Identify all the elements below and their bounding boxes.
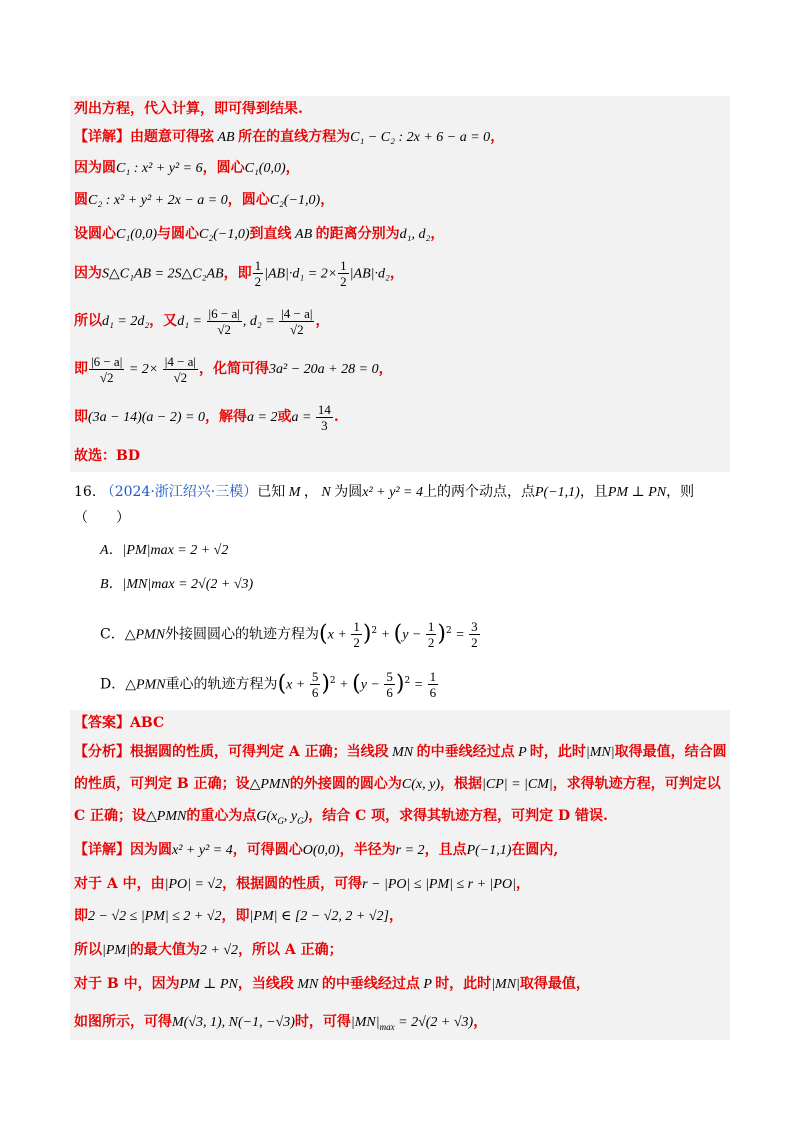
option-c: C．△PMN外接圆圆心的轨迹方程为(x + $\frac{1}{2}$ )$^2$ + (y − $\frac{1}{2}$ )$^2$ = $\frac{3}{2}$	[100, 619, 478, 651]
option-d: D．△PMN重心的轨迹方程为(x + $\frac{5}{6}$ )$^2$ + (y − $\frac{5}{6}$ )$^2$ = $\frac{1}{6}$	[100, 669, 437, 701]
question-stem: 16. （2024·浙江绍兴·三模）已知 M ， N 为圆x² + y² = 4上的两个动点，点P(−1,1)，且PM ⊥ PN，则	[74, 484, 695, 500]
text-line: 【详解】由题意可得弦 AB 所在的直线方程为C₁ − C₂ : 2x + 6 − a = 0，	[74, 129, 505, 145]
text-line: 列出方程，代入计算，即可得到结果.	[74, 101, 303, 117]
answer-line: 【答案】ABC	[74, 715, 165, 731]
text-line: 故选：BD	[74, 448, 140, 464]
text-line: 所以|PM|的最大值为2 + √2，所以 A 正确；	[74, 942, 343, 958]
fraction: $\frac{5}{6}$	[386, 669, 393, 701]
text-line: 【分析】根据圆的性质，可得判定 A 正确；当线段 MN 的中垂线经过点 P 时，此时|MN|取得最值，结合圆	[74, 744, 727, 760]
text-line: 因为圆C₁ : x² + y² = 6，圆心C₁(0,0)，	[74, 160, 300, 176]
option-a: A．|PM|max = 2 + √2	[100, 543, 229, 558]
text-line: 设圆心C₁(0,0)与圆心C₂(−1,0)到直线 AB 的距离分别为d₁, d₂，	[74, 226, 445, 242]
text-line: 对于 A 中，由|PO| = √2，根据圆的性质，可得r − |PO| ≤ |PM| ≤ r + |PO|，	[74, 876, 530, 892]
text-line: 对于 B 中，因为PM ⊥ PN，当线段 MN 的中垂线经过点 P 时，此时|MN|取得最值，	[74, 976, 590, 992]
fraction: $\frac{1}{6}$	[429, 669, 437, 701]
fraction: $\frac{|4 - a|}{√2}$	[281, 305, 313, 337]
fraction: $\frac{1}{2}$	[353, 619, 360, 651]
answer-paren: （ ）	[74, 510, 130, 526]
text-line: 所以d₁ = 2d₂，又d₁ = $\frac{|6 - a|}{√2}$ , d₂ = $\frac{|4 - a|}{√2}$ ，	[74, 305, 330, 337]
text-line: 即 $\frac{|6 - a|}{√2}$ = 2× $\frac{|4 - a|}{√2}$ ，化简可得3a² − 20a + 28 = 0，	[74, 353, 393, 385]
text-line: 【详解】因为圆x² + y² = 4，可得圆心O(0,0)，半径为r = 2，且点P(−1,1)在圆内,	[74, 842, 559, 858]
text-line: 如图所示，可得M(√3, 1), N(−1, −√3)时，可得$|MN|_{max} = 2√(2 + √3)$，	[74, 1014, 488, 1032]
fraction: $\frac{|6 - a|}{√2}$	[208, 305, 240, 337]
text-line: 即2 − √2 ≤ |PM| ≤ 2 + √2，即|PM| ∈ [2 − √2, 2 + √2]，	[74, 908, 403, 924]
fraction: $\frac{3}{2}$	[471, 619, 478, 651]
text-line: 的性质，可判定 B 正确；设△PMN的外接圆的圆心为C(x, y)，根据|CP| = |CM|，求得轨迹方程，可判定以	[74, 776, 721, 792]
fraction: $\frac{1}{2}$	[427, 619, 435, 651]
fraction: $\frac{1}{2}$	[254, 258, 262, 289]
option-b: B．|MN|max = 2√(2 + √3)	[100, 577, 254, 592]
fraction: $\frac{5}{6}$	[311, 669, 319, 701]
fraction: $\frac{14}{3}$	[317, 401, 331, 433]
fraction: $\frac{|6 - a|}{√2}$	[91, 353, 123, 385]
fraction: $\frac{|4 - a|}{√2}$	[164, 353, 197, 385]
text-line: 因为S△C₁AB = 2S△C₂AB，即 $\frac{1}{2}$ |AB|·d₁ = 2× $\frac{1}{2}$ |AB|·d₂，	[74, 258, 404, 289]
text-line: 即(3a − 14)(a − 2) = 0，解得a = 2或a = $\frac{14}{3}$ .	[74, 401, 339, 433]
text-line: C 正确；设△PMN的重心为点$G(x_G$, $y_G$)，结合 C 项，求得其轨迹方程，可判定 D 错误.	[74, 808, 608, 826]
fraction: $\frac{1}{2}$	[340, 258, 347, 289]
text-line: 圆C₂ : x² + y² + 2x − a = 0，圆心C₂(−1,0)，	[74, 192, 335, 208]
